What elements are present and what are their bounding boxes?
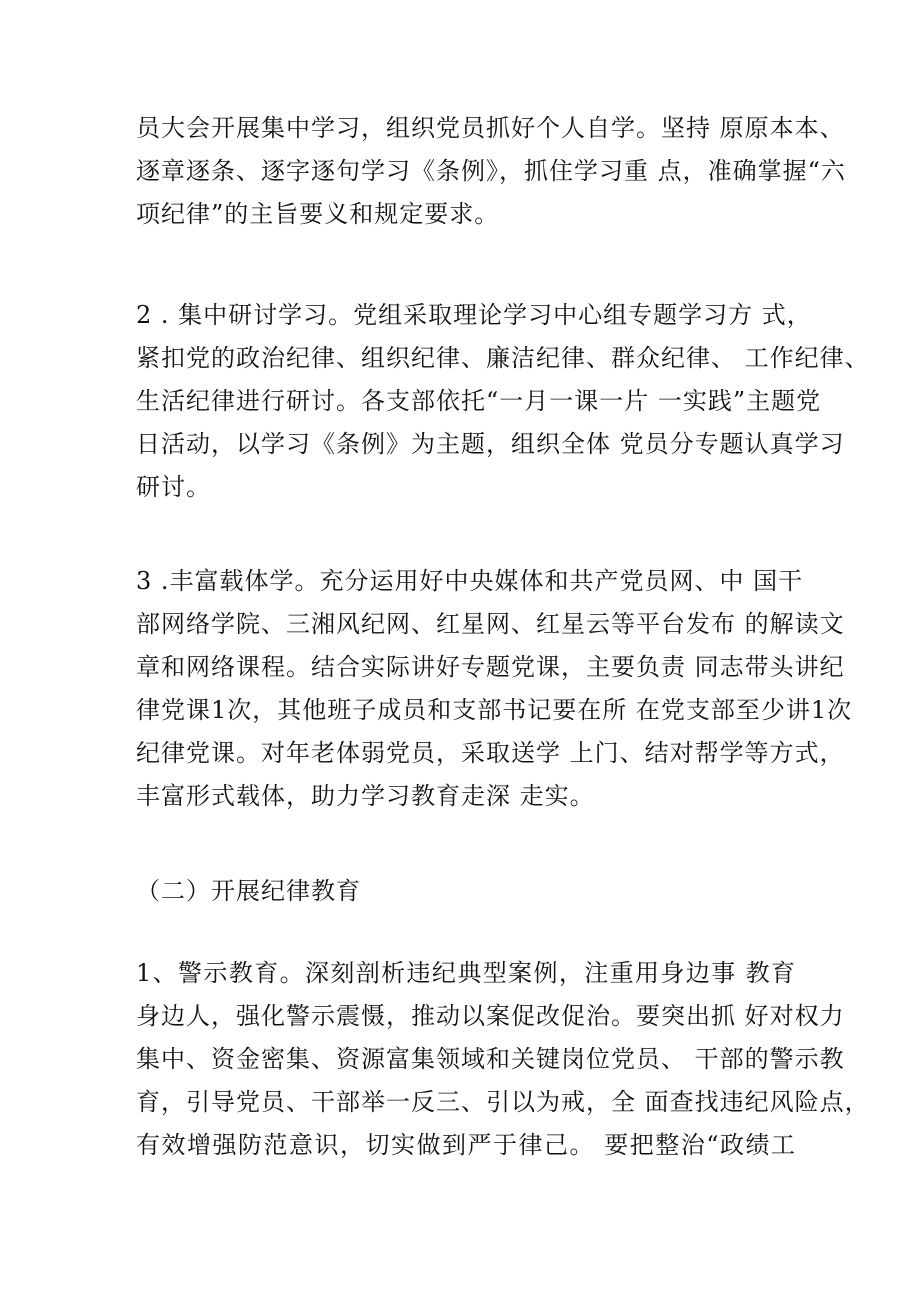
text-line: 1、警示教育。深刻剖析违纪典型案例，注重用身边事 教育 [136,959,796,987]
text-line: （二）开展纪律教育 [136,877,361,905]
text-line: 集中、资金密集、资源富集领域和关键岗位党员、 干部的警示教 [136,1045,845,1073]
text-line: 逐章逐条、逐字逐句学习《条例》，抓住学习重 点，准确掌握“六 [136,157,846,185]
text-line: 项纪律”的主旨要义和规定要求。 [136,200,500,228]
paragraph-2 [136,294,870,509]
text-line: 育，引导党员、干部举一反三、引以为戒，全 面查找违纪风险点， [136,1088,870,1116]
paragraph-1 [136,107,846,236]
paragraph-3 [136,560,853,818]
text-line: 丰富形式载体，助力学习教育走深 走实。 [136,782,595,810]
text-line: 纪律党课。对年老体弱党员，采取送学 上门、结对帮学等方式， [136,739,845,767]
paragraph-4 [136,952,870,1167]
text-line: 身边人，强化警示震慑，推动以案促改促治。要突出抓 好对权力 [136,1002,845,1030]
text-line: 3 .丰富载体学。充分运用好中央媒体和共产党员网、中 国干 [136,567,804,595]
text-line: 紧扣党的政治纪律、组织纪律、廉洁纪律、群众纪律、 工作纪律、 [136,344,870,372]
text-line: 员大会开展集中学习，组织党员抓好个人自学。坚持 原原本本、 [136,114,845,142]
text-line: 律党课1次，其他班子成员和支部书记要在所 在党支部至少讲1次 [136,696,853,724]
text-line: 有效增强防范意识，切实做到严于律己。 要把整治“政绩工 [136,1131,796,1159]
text-line: 部网络学院、三湘风纪网、红星网、红星云等平台发布 的解读文 [136,610,845,638]
text-line: 研讨。 [136,473,211,501]
section-heading [136,870,796,913]
text-line: 2 . 集中研讨学习。党组采取理论学习中心组专题学习方 式， [136,301,812,329]
text-line: 日活动，以学习《条例》为主题，组织全体 党员分专题认真学习 [136,430,845,458]
text-line: 生活纪律进行研讨。各支部依托“一月一课一片 一实践”主题党 [136,387,822,415]
text-line: 章和网络课程。结合实际讲好专题党课，主要负责 同志带头讲纪 [136,653,845,681]
